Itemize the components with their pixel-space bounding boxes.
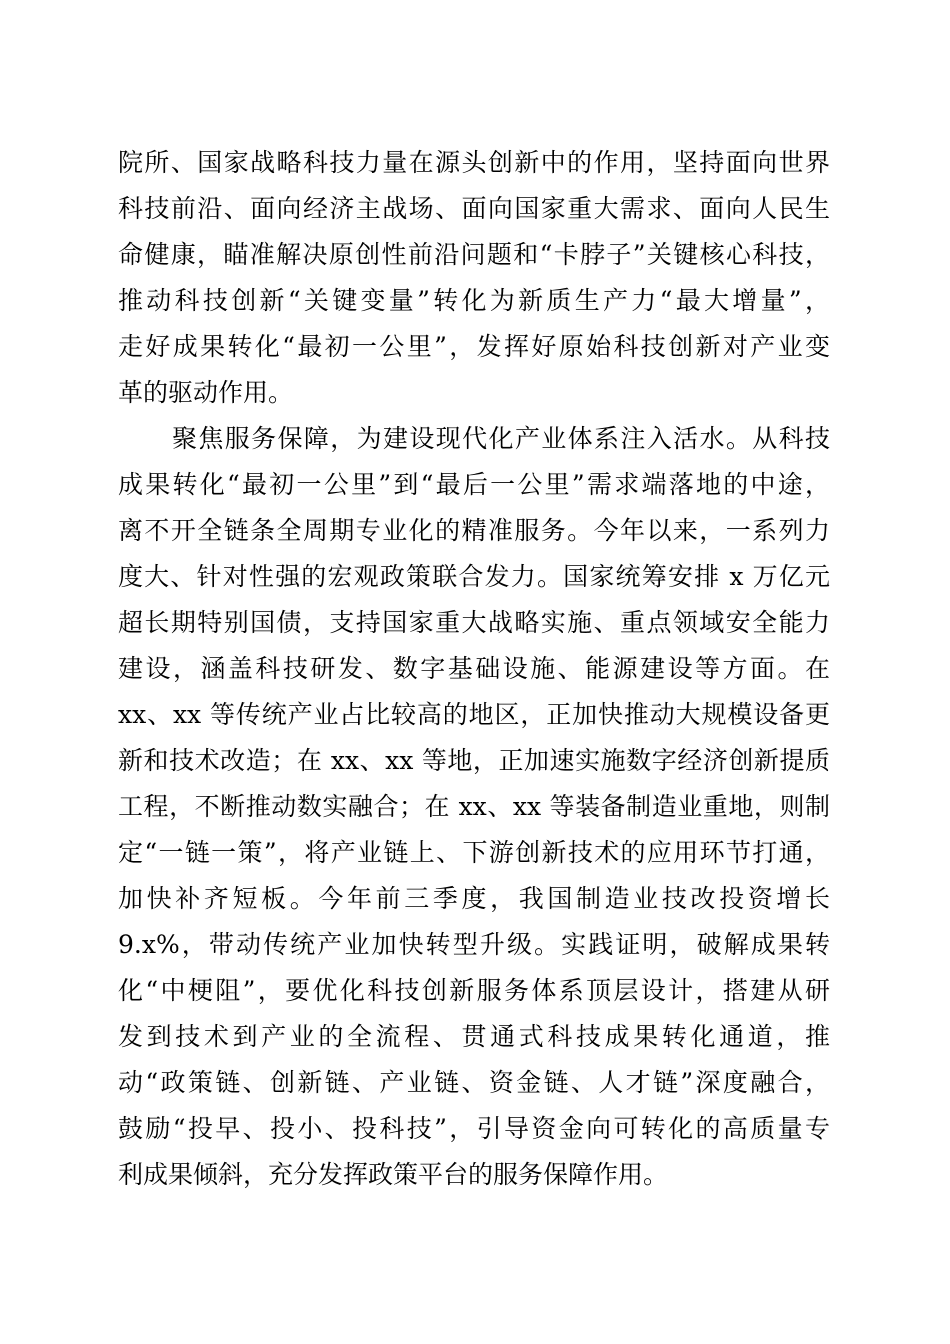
text-line: 离不开全链条全周期专业化的精准服务。今年以来，一系列力: [118, 516, 830, 545]
text-line: 化“中梗阻”，要优化科技创新服务体系顶层设计，搭建从研: [118, 976, 830, 1005]
text-line: 聚焦服务保障，为建设现代化产业体系注入活水。从科技: [172, 424, 830, 453]
text-line: 利成果倾斜，充分发挥政策平台的服务保障作用。: [118, 1160, 669, 1189]
text-line: xx、xx 等传统产业占比较高的地区，正加快推动大规模设备更: [118, 700, 830, 729]
text-line: 发到技术到产业的全流程、贯通式科技成果转化通道，推: [118, 1022, 830, 1051]
text-line: 走好成果转化“最初一公里”，发挥好原始科技创新对产业变: [118, 332, 830, 361]
text-line: 院所、国家战略科技力量在源头创新中的作用，坚持面向世界: [118, 148, 830, 177]
text-line: 9.x%，带动传统产业加快转型升级。实践证明，破解成果转: [118, 930, 830, 959]
text-line: 推动科技创新“关键变量”转化为新质生产力“最大增量”，: [118, 286, 830, 315]
text-line: 工程，不断推动数实融合；在 xx、xx 等装备制造业重地，则制: [118, 792, 830, 821]
text-line: 革的驱动作用。: [118, 378, 294, 407]
text-line: 科技前沿、面向经济主战场、面向国家重大需求、面向人民生: [118, 194, 830, 223]
text-line: 动“政策链、创新链、产业链、资金链、人才链”深度融合，: [118, 1068, 830, 1097]
text-line: 建设，涵盖科技研发、数字基础设施、能源建设等方面。在: [118, 654, 830, 683]
text-line: 鼓励“投早、投小、投科技”，引导资金向可转化的高质量专: [118, 1114, 830, 1143]
text-line: 定“一链一策”，将产业链上、下游创新技术的应用环节打通，: [118, 838, 830, 867]
text-line: 成果转化“最初一公里”到“最后一公里”需求端落地的中途，: [118, 470, 830, 499]
text-line: 度大、针对性强的宏观政策联合发力。国家统筹安排 x 万亿元: [118, 562, 830, 591]
text-line: 新和技术改造；在 xx、xx 等地，正加速实施数字经济创新提质: [118, 746, 830, 775]
text-line: 命健康，瞄准解决原创性前沿问题和“卡脖子”关键核心科技，: [118, 240, 830, 269]
text-line: 超长期特别国债，支持国家重大战略实施、重点领域安全能力: [118, 608, 830, 637]
text-line: 加快补齐短板。今年前三季度，我国制造业技改投资增长: [118, 884, 830, 913]
